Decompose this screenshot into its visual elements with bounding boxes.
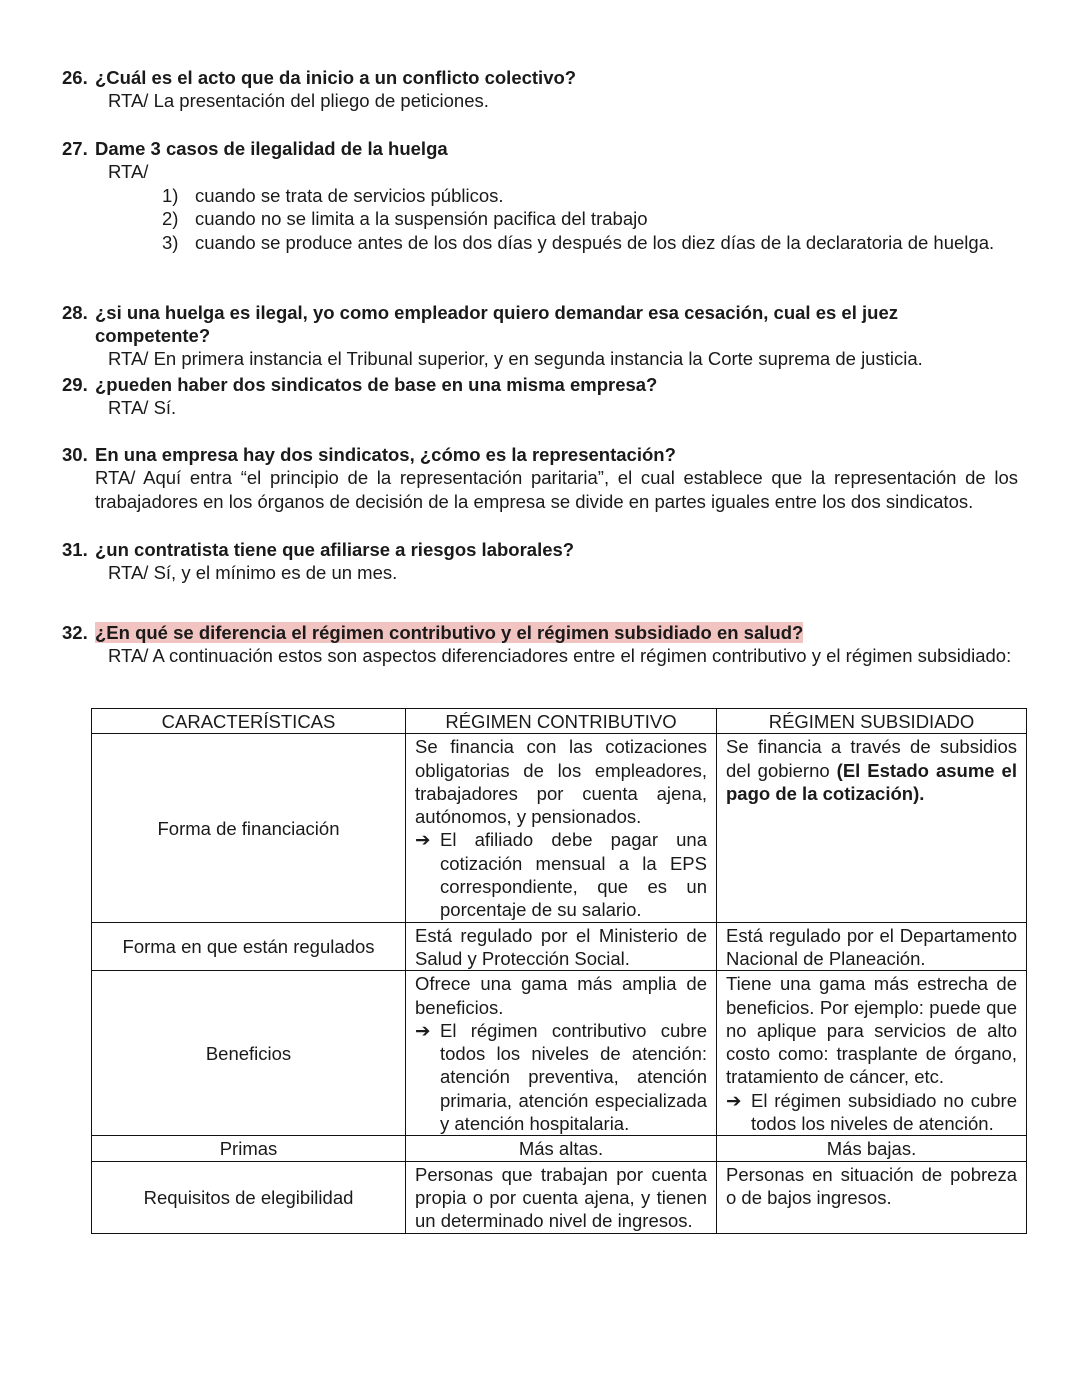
arrow-right-icon: ➔ [415, 829, 431, 851]
row-label: Forma en que están regulados [92, 922, 406, 971]
answer-text: RTA/ A continuación estos son aspectos diferenciadores entre el régimen contributivo y el régimen subsidiado: [108, 645, 1012, 666]
question-32 [62, 621, 1018, 668]
row-label: Beneficios [92, 971, 406, 1136]
row-label: Primas [92, 1136, 406, 1161]
question-number: 28. [62, 302, 88, 323]
contributivo-cell: Personas que trabajan por cuenta propia o por cuenta ajena, y tienen un determinado nivel de ingresos. [406, 1161, 717, 1233]
contributivo-cell: Más altas. [406, 1136, 717, 1161]
answer-list [162, 184, 1018, 255]
arrow-right-icon: ➔ [726, 1089, 742, 1111]
question-title: En una empresa hay dos sindicatos, ¿cómo es la representación? [95, 444, 676, 465]
list-item: 3) cuando se produce antes de los dos días y después de los diez días de la declaratoria de huelga. [162, 231, 995, 253]
question-number: 32. [62, 622, 88, 643]
contributivo-cell: Ofrece una gama más amplia de beneficios. ➔ El régimen contributivo cubre todos los niveles de atención: atención preventiva, atención primaria, atención especializada y atención hospitalaria. [406, 971, 717, 1136]
question-27 [62, 137, 1018, 254]
row-label: Requisitos de elegibilidad [92, 1161, 406, 1233]
question-title: Dame 3 casos de ilegalidad de la huelga [95, 138, 448, 159]
contributivo-cell: Se financia con las cotizaciones obligatorias de los empleadores, trabajadores por cuenta ajena, autónomos, y pensionados. ➔ El afiliado debe pagar una cotización mensual a la EPS correspondiente, que es un porcentaje de su salario. [406, 734, 717, 922]
list-item: 2) cuando no se limita a la suspensión pacifica del trabajo [162, 208, 648, 229]
contributivo-cell: Está regulado por el Ministerio de Salud y Protección Social. [406, 922, 717, 971]
table-row [92, 734, 1027, 922]
question-title: ¿pueden haber dos sindicatos de base en una misma empresa? [95, 374, 658, 395]
arrow-right-icon: ➔ [415, 1019, 431, 1041]
question-number: 26. [62, 67, 88, 88]
column-header: RÉGIMEN SUBSIDIADO [717, 709, 1027, 734]
answer-text: RTA/ La presentación del pliego de peticiones. [108, 90, 489, 111]
question-26 [62, 66, 1018, 113]
answer-text: RTA/ Aquí entra “el principio de la representación paritaria”, el cual establece que la representación de los trabajadores en los órganos de decisión de la empresa se divide en partes iguales entre los dos sindicatos. [95, 467, 1018, 512]
question-number: 27. [62, 138, 88, 159]
question-title: ¿Cuál es el acto que da inicio a un conflicto colectivo? [95, 67, 577, 88]
subsidiado-cell: Más bajas. [717, 1136, 1027, 1161]
answer-text: RTA/ En primera instancia el Tribunal superior, y en segunda instancia la Corte suprema de justicia. [108, 348, 923, 369]
answer-text: RTA/ Sí. [108, 397, 177, 418]
question-29 [62, 373, 1018, 420]
table-row [92, 971, 1027, 1136]
question-28 [62, 301, 1018, 371]
question-30 [62, 443, 1018, 513]
answer-text: RTA/ Sí, y el mínimo es de un mes. [108, 562, 398, 583]
question-title: ¿un contratista tiene que afiliarse a riesgos laborales? [95, 539, 575, 560]
subsidiado-cell: Se financia a través de subsidios del gobierno (El Estado asume el pago de la cotización). [717, 734, 1027, 922]
subsidiado-cell: Tiene una gama más estrecha de beneficios. Por ejemplo: puede que no aplique para servicios de alto costo como: trasplante de órgano, tratamiento de cáncer, etc. ➔ El régimen subsidiado no cubre todos los niveles de atención. [717, 971, 1027, 1136]
highlighted-question-title: ¿En qué se diferencia el régimen contributivo y el régimen subsidiado en salud? [95, 622, 804, 643]
table-header-row [92, 709, 1027, 734]
column-header: RÉGIMEN CONTRIBUTIVO [406, 709, 717, 734]
table-row [92, 1161, 1027, 1233]
column-header: CARACTERÍSTICAS [92, 709, 406, 734]
table-row [92, 922, 1027, 971]
question-number: 30. [62, 444, 88, 465]
question-title: ¿si una huelga es ilegal, yo como empleador quiero demandar esa cesación, cual es el juez competente? [95, 302, 898, 346]
subsidiado-cell: Personas en situación de pobreza o de bajos ingresos. [717, 1161, 1027, 1233]
subsidiado-cell: Está regulado por el Departamento Nacional de Planeación. [717, 922, 1027, 971]
row-label: Forma de financiación [92, 734, 406, 922]
question-number: 29. [62, 374, 88, 395]
answer-text: RTA/ [108, 161, 149, 182]
comparison-table [91, 708, 1027, 1234]
table-row [92, 1136, 1027, 1161]
question-31 [62, 538, 1018, 585]
question-number: 31. [62, 539, 88, 560]
list-item: 1) cuando se trata de servicios públicos. [162, 184, 504, 206]
